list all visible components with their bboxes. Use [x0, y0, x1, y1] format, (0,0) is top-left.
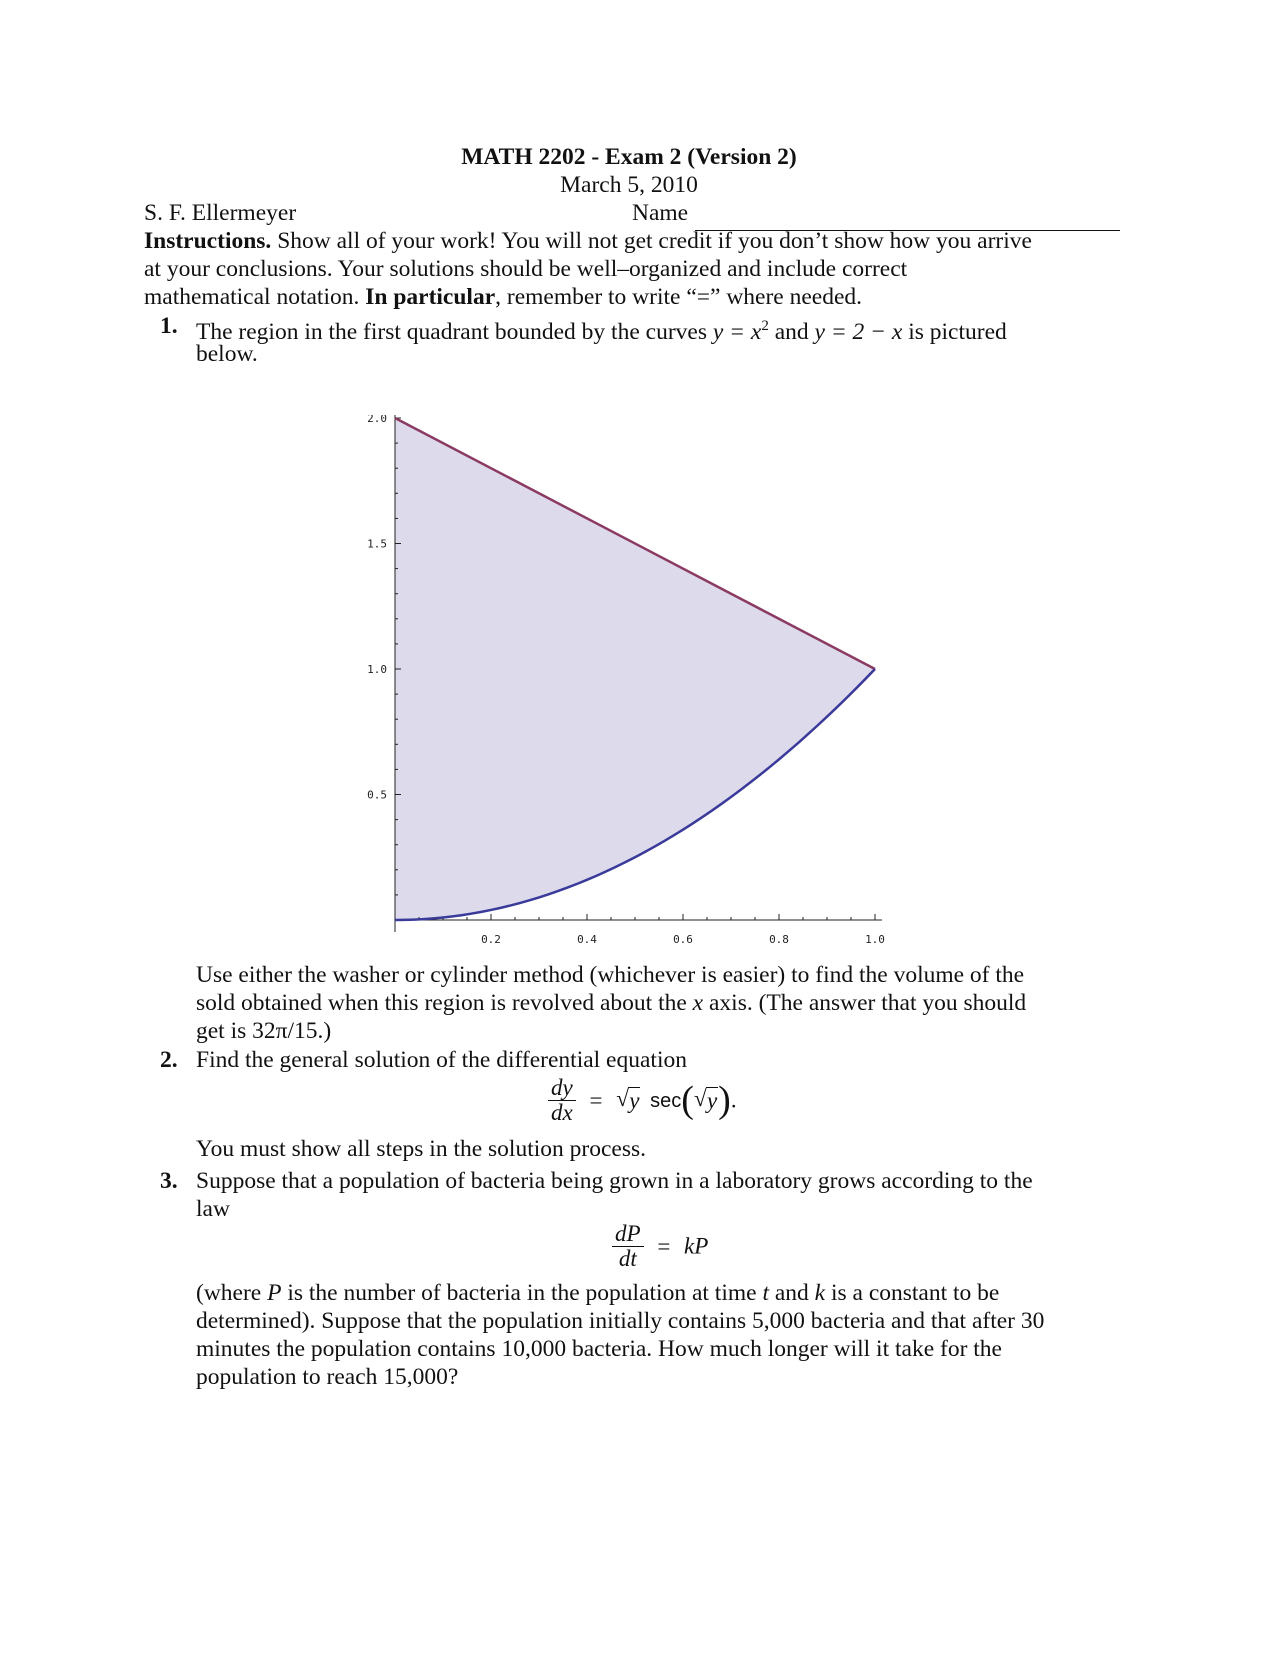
y-tick-label: 1.0	[367, 663, 387, 676]
region-plot	[360, 415, 940, 995]
problem-1-instruction-2: sold obtained when this region is revolved about the x axis. (The answer that you should	[196, 990, 1027, 1016]
exam-title: MATH 2202 - Exam 2 (Version 2)	[461, 144, 797, 170]
instructions-line-2: at your conclusions. Your solutions should be well–organized and include correct	[144, 256, 908, 282]
region-fill	[395, 418, 875, 920]
y-tick-label: 0.5	[367, 788, 387, 802]
problem-1-instruction-1: Use either the washer or cylinder method (whichever is easier) to find the volume of the	[196, 962, 1025, 988]
problem-3-number: 3.	[160, 1168, 178, 1194]
x-tick-label: 0.4	[577, 933, 597, 946]
dP-dt-fraction: $\frac{dP}{dt}$	[612, 1222, 644, 1271]
problem-3-line-2: law	[196, 1196, 230, 1222]
x-tick-label: 1.0	[865, 933, 885, 946]
sqrt-y-arg: √ y	[694, 1087, 718, 1115]
problem-3-para-1: (where P is the number of bacteria in the population at time t and k is a constant to be	[196, 1280, 1000, 1306]
instructions-line-3: mathematical notation. In particular, remember to write “=” where needed.	[144, 284, 863, 310]
name-label: Name	[632, 200, 689, 226]
x-tick-label: 0.6	[673, 933, 693, 946]
y-tick-label: 2.0	[367, 415, 387, 425]
sqrt-y: √ y	[616, 1087, 640, 1115]
growth-law-equation: $\frac{dP}{dt}$ = kP	[612, 1222, 708, 1271]
problem-1-text-cont: below.	[196, 341, 258, 367]
differential-equation: $\frac{dy}{dx}$ = √ y sec(√ y).	[548, 1076, 737, 1125]
instructions-label: Instructions.	[144, 228, 272, 254]
problem-2-number: 2.	[160, 1047, 178, 1073]
problem-2-note: You must show all steps in the solution process.	[196, 1136, 646, 1162]
dy-dx-fraction: $\frac{dy}{dx}$	[548, 1076, 576, 1125]
problem-1-text: The region in the first quadrant bounded by the curves $y = x^2$ and y = 2 − x is pictured	[196, 318, 1007, 345]
x-tick-label: 0.8	[769, 933, 789, 946]
problem-3-para-4: population to reach 15,000?	[196, 1364, 459, 1390]
exam-date: March 5, 2010	[560, 172, 698, 198]
instructions-line-1: Instructions. Show all of your work! You will not get credit if you don’t show how you arrive	[144, 228, 1032, 254]
author: S. F. Ellermeyer	[144, 200, 297, 226]
problem-3-para-2: determined). Suppose that the population initially contains 5,000 bacteria and that after 30	[196, 1308, 1045, 1334]
problem-2-text: Find the general solution of the differential equation	[196, 1047, 687, 1073]
problem-3-line-1: Suppose that a population of bacteria being grown in a laboratory grows according to the	[196, 1168, 1033, 1194]
problem-1-instruction-3: get is 32π/15.)	[196, 1018, 332, 1044]
x-tick-label: 0.2	[481, 933, 501, 946]
problem-3-para-3: minutes the population contains 10,000 bacteria. How much longer will it take for the	[196, 1336, 1002, 1362]
problem-1-number: 1.	[160, 313, 178, 339]
y-tick-label: 1.5	[367, 537, 387, 551]
